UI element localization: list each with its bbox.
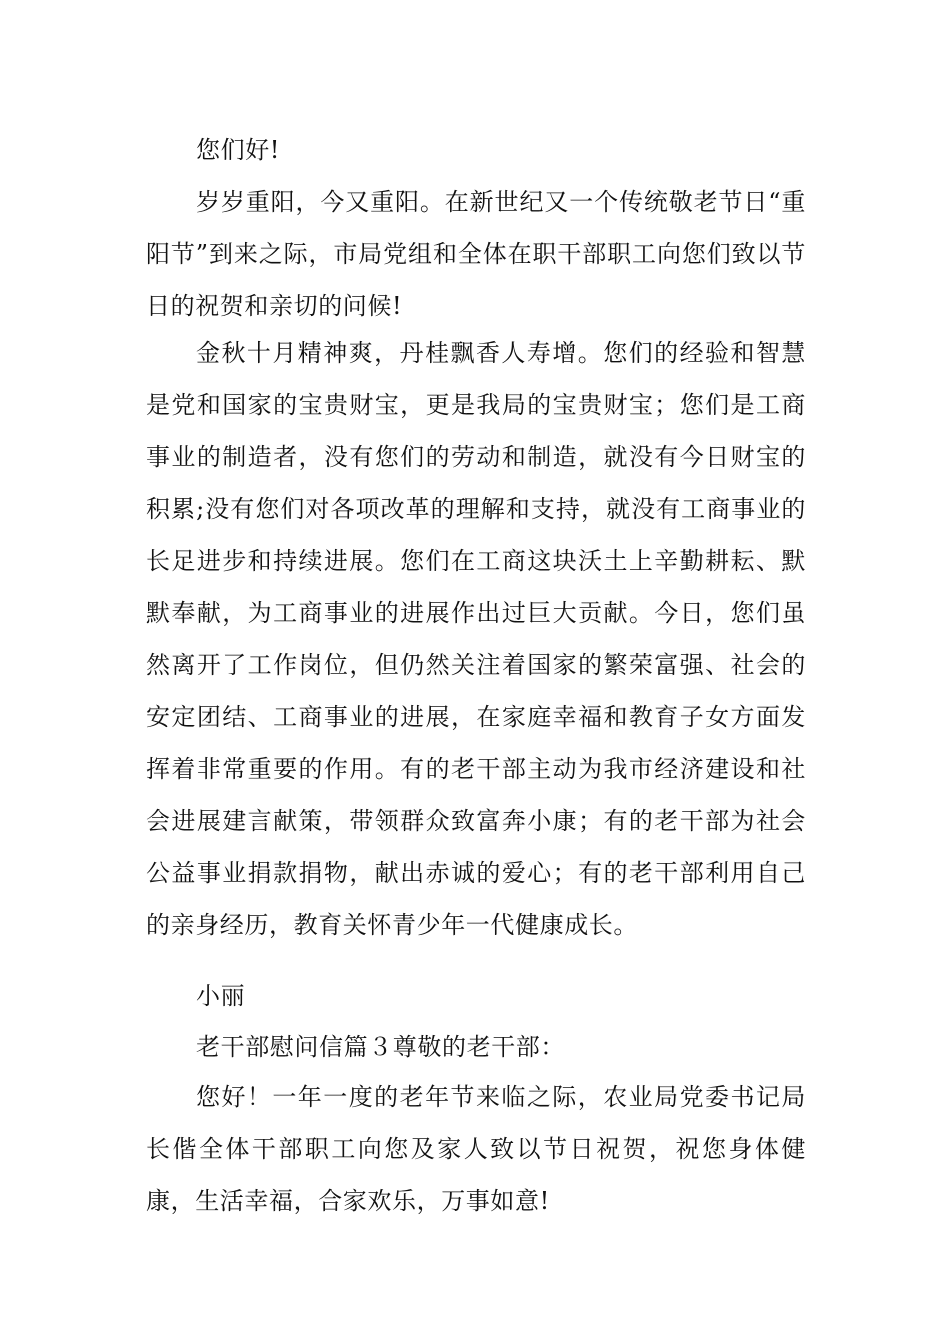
greeting-paragraph: 您们好! xyxy=(196,136,281,164)
letter-heading-paragraph: 老干部慰问信篇３尊敬的老干部： xyxy=(196,1033,565,1061)
contributions-paragraph: 金秋十月精神爽，丹桂飘香人寿增。您们的经验和智慧是党和国家的宝贵财宝，更是我局的宝贵财宝；您们是工商事业的制造者，没有您们的劳动和制造，就没有今日财宝的积累;没有您们对各项改革的理解和支持，就没有工商事业的长足进步和持续进展。您们在工商这块沃土上辛勤耕耘、默默奉献，为工商事业的进展作出过巨大贡献。今日，您们虽然离开了工作岗位，但仍然关注着国家的繁荣富强、社会的安定团结、工商事业的进展，在家庭幸福和教育子女方面发挥着非常重要的作用。有的老干部主动为我市经济建设和社会进展建言献策，带领群众致富奔小康；有的老干部为社会公益事业捐款捐物，献出赤诚的爱心；有的老干部利用自己的亲身经历，教育关怀青少年一代健康成长。 xyxy=(146,339,806,939)
signature-paragraph: 小丽 xyxy=(196,982,246,1010)
festival-greeting-paragraph: 您好！一年一度的老年节来临之际，农业局党委书记局长偕全体干部职工向您及家人致以节日祝贺，祝您身体健康，生活幸福，合家欢乐，万事如意! xyxy=(146,1083,806,1215)
chongyang-wishes-paragraph: 岁岁重阳，今又重阳。在新世纪又一个传统敬老节日“重阳节”到来之际，市局党组和全体在职干部职工向您们致以节日的祝贺和亲切的问候! xyxy=(146,188,806,320)
